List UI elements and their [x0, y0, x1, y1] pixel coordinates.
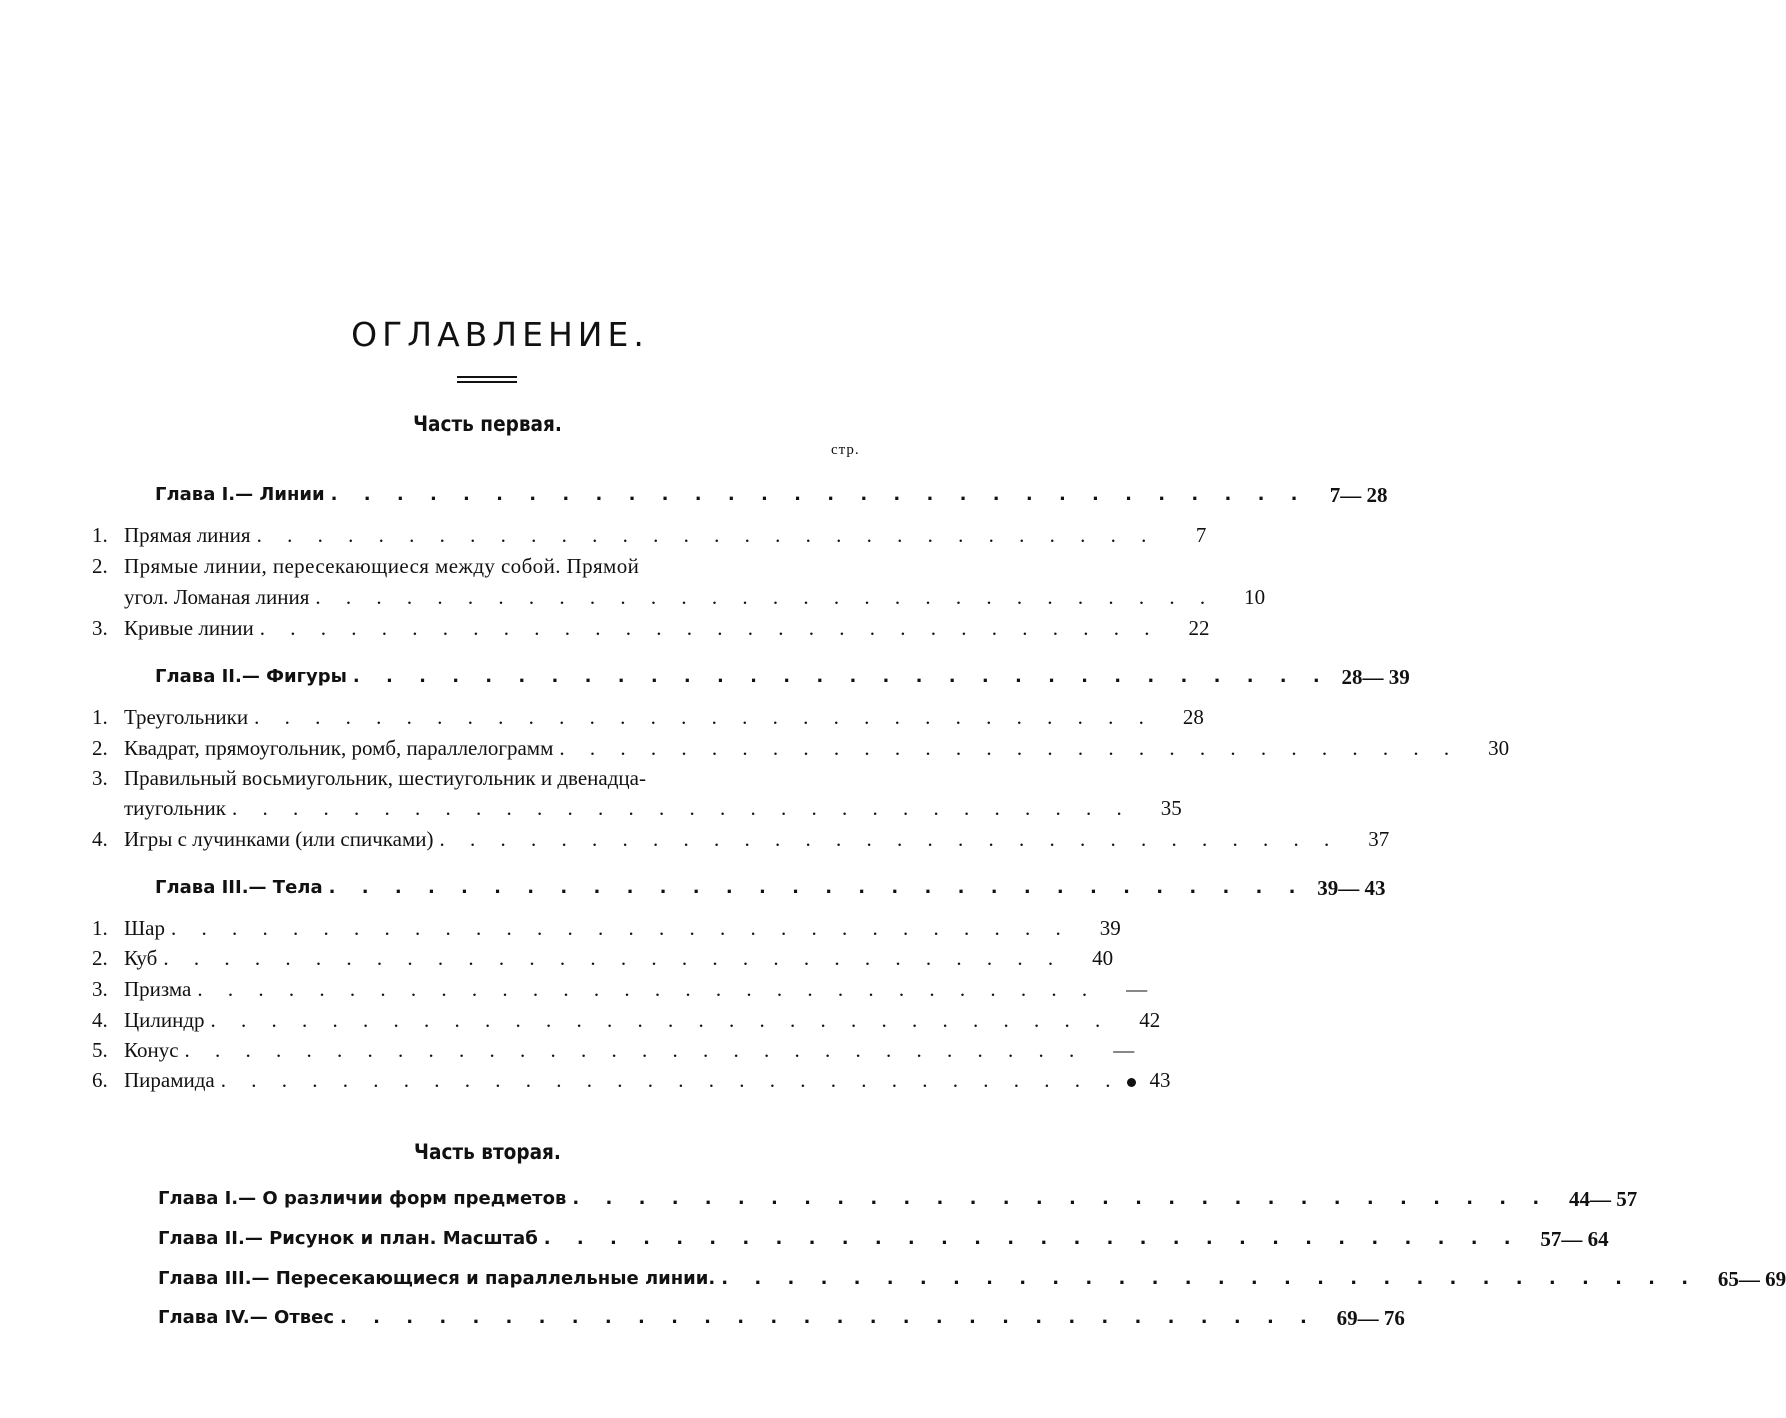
leader-dots: . . . . . . . . . . . . . . . . . . . . . . . . . . . . . . — [352, 666, 1330, 687]
entry-page: 43 — [1121, 1065, 1171, 1095]
entry-page: — — [1126, 977, 1148, 1001]
entry-number: 3. — [92, 766, 108, 790]
leader-dots: . . . . . . . . . . . . . . . . . . . . . . . . . . . . . . — [330, 484, 1308, 505]
chapter-row[interactable] — [155, 480, 1388, 510]
toc-entry[interactable] — [92, 702, 1204, 732]
leader-dots: . . . . . . . . . . . . . . . . . . . . . . . . . . . . . . — [163, 946, 1064, 970]
page-title: ОГЛАВЛЕНИЕ. — [351, 315, 649, 354]
chapter-title: Глава IV.— Отвес — [158, 1307, 335, 1328]
ink-blot-mark — [1127, 1078, 1136, 1087]
entry-number: 3. — [92, 977, 108, 1001]
leader-dots: . . . . . . . . . . . . . . . . . . . . . . . . . . . . . . — [439, 827, 1340, 851]
leader-dots: . . . . . . . . . . . . . . . . . . . . . . . . . . . . . . — [340, 1307, 1317, 1328]
entry-page: — — [1113, 1038, 1135, 1062]
chapter-title: Глава I.— О различии форм предметов — [158, 1188, 567, 1209]
chapter-row[interactable] — [158, 1303, 1405, 1333]
leader-dots: . . . . . . . . . . . . . . . . . . . . . . . . . . . . . . — [210, 1008, 1111, 1032]
leader-dots: . . . . . . . . . . . . . . . . . . . . . . . . . . . . . . — [572, 1188, 1550, 1209]
entry-page: 28 — [1182, 705, 1204, 729]
leader-dots: . . . . . . . . . . . . . . . . . . . . . . . . . . . . . . — [254, 705, 1154, 729]
entry-title: Квадрат, прямоугольник, ромб, параллелограмм — [124, 736, 554, 760]
leader-dots: . . . . . . . . . . . . . . . . . . . . . . . . . . . . . . — [543, 1228, 1521, 1249]
entry-page: 39 — [1099, 916, 1121, 940]
leader-dots: . . . . . . . . . . . . . . . . . . . . . . . . . . . . . . — [197, 977, 1098, 1001]
part-one-title: Часть первая. — [413, 412, 562, 436]
entry-page: 22 — [1188, 616, 1210, 640]
toc-entry[interactable] — [92, 913, 1121, 943]
toc-entry[interactable] — [92, 733, 1510, 763]
toc-entry[interactable] — [92, 763, 883, 793]
toc-entry[interactable] — [92, 824, 1390, 854]
entry-number: 2. — [92, 736, 108, 760]
leader-dots: . . . . . . . . . . . . . . . . . . . . . . . . . . . . . . — [559, 736, 1460, 760]
leader-dots: . . . . . . . . . . . . . . . . . . . . . . . . . . . . . . — [721, 1268, 1699, 1289]
leader-dots: . . . . . . . . . . . . . . . . . . . . . . . . . . . . . . — [259, 616, 1160, 640]
toc-entry[interactable] — [92, 551, 883, 581]
toc-entry[interactable] — [92, 613, 1210, 643]
chapter-title: Глава I.— Линии — [155, 484, 325, 505]
entry-number: 3. — [92, 616, 108, 640]
chapter-row[interactable] — [155, 662, 1410, 692]
chapter-row[interactable] — [155, 873, 1386, 903]
entry-page: 37 — [1368, 827, 1390, 851]
leader-dots: . . . . . . . . . . . . . . . . . . . . . . . . . . . . . . — [315, 585, 1216, 609]
entry-title-continued: тиугольник — [124, 796, 226, 820]
entry-number: 6. — [92, 1068, 108, 1092]
toc-entry[interactable] — [92, 1065, 1171, 1095]
entry-title: Пирамида — [124, 1068, 215, 1092]
entry-title: Игры с лучинками (или спичками) — [124, 827, 434, 851]
chapter-row[interactable] — [158, 1184, 1638, 1214]
entry-page: 7 — [1195, 523, 1207, 547]
chapter-title: Глава II.— Фигуры — [155, 666, 347, 687]
entry-title: Прямая линия — [124, 523, 251, 547]
entry-title: Кривые линии — [124, 616, 254, 640]
entry-title: Треугольники — [124, 705, 249, 729]
entry-title-continued: угол. Ломаная линия — [124, 585, 310, 609]
entry-page: 42 — [1139, 1008, 1161, 1032]
entry-page: 40 — [1092, 946, 1114, 970]
entry-title: Цилиндр — [124, 1008, 205, 1032]
leader-dots: . . . . . . . . . . . . . . . . . . . . . . . . . . . . . . — [256, 523, 1157, 547]
toc-entry[interactable] — [92, 520, 1207, 550]
entry-number: 1. — [92, 916, 108, 940]
entry-title: Правильный восьмиугольник, шестиугольник и двенадца- — [124, 766, 646, 790]
entry-page: 35 — [1160, 796, 1182, 820]
entry-title: Куб — [124, 946, 158, 970]
title-double-rule — [457, 376, 517, 383]
chapter-title: Глава III.— Пересекающиеся и параллельные линии. — [158, 1268, 716, 1289]
entry-number: 1. — [92, 705, 108, 729]
chapter-title: Глава II.— Рисунок и план. Масштаб — [158, 1228, 538, 1249]
entry-number: 1. — [92, 523, 108, 547]
entry-page: 10 — [1244, 585, 1266, 609]
entry-number: 2. — [92, 946, 108, 970]
leader-dots: . . . . . . . . . . . . . . . . . . . . . . . . . . . . . . — [328, 877, 1306, 898]
chapter-row[interactable] — [158, 1264, 1786, 1294]
chapter-pages: 28— 39 — [1341, 665, 1410, 689]
toc-entry[interactable] — [92, 974, 1148, 1004]
chapter-pages: 65— 69 — [1717, 1267, 1786, 1291]
leader-dots: . . . . . . . . . . . . . . . . . . . . . . . . . . . . . . — [184, 1038, 1085, 1062]
entry-number: 4. — [92, 827, 108, 851]
entry-title: Призма — [124, 977, 192, 1001]
chapter-pages: 44— 57 — [1569, 1187, 1638, 1211]
toc-entry[interactable] — [92, 1035, 1135, 1065]
toc-entry[interactable] — [92, 1005, 1161, 1035]
chapter-pages: 69— 76 — [1336, 1306, 1405, 1330]
chapter-pages: 7— 28 — [1329, 483, 1388, 507]
leader-dots: . . . . . . . . . . . . . . . . . . . . . . . . . . . . . . — [220, 1068, 1121, 1092]
entry-page: 30 — [1488, 736, 1510, 760]
entry-number: 5. — [92, 1038, 108, 1062]
leader-dots: . . . . . . . . . . . . . . . . . . . . . . . . . . . . . . — [171, 916, 1071, 940]
chapter-pages: 57— 64 — [1540, 1227, 1609, 1251]
page-column-header: стр. — [831, 442, 860, 458]
chapter-pages: 39— 43 — [1317, 876, 1386, 900]
entry-title: Конус — [124, 1038, 179, 1062]
entry-number: 2. — [92, 554, 108, 578]
toc-entry-continuation[interactable] — [124, 793, 1182, 823]
leader-dots: . . . . . . . . . . . . . . . . . . . . . . . . . . . . . . — [231, 796, 1132, 820]
entry-title: Прямые линии, пересекающиеся между собой. Прямой — [124, 554, 640, 578]
entry-number: 4. — [92, 1008, 108, 1032]
entry-title: Шар — [124, 916, 166, 940]
part-two-title: Часть вторая. — [414, 1140, 561, 1164]
chapter-row[interactable] — [158, 1224, 1609, 1254]
toc-entry-continuation[interactable] — [124, 582, 1266, 612]
toc-entry[interactable] — [92, 943, 1114, 973]
chapter-title: Глава III.— Тела — [155, 877, 323, 898]
